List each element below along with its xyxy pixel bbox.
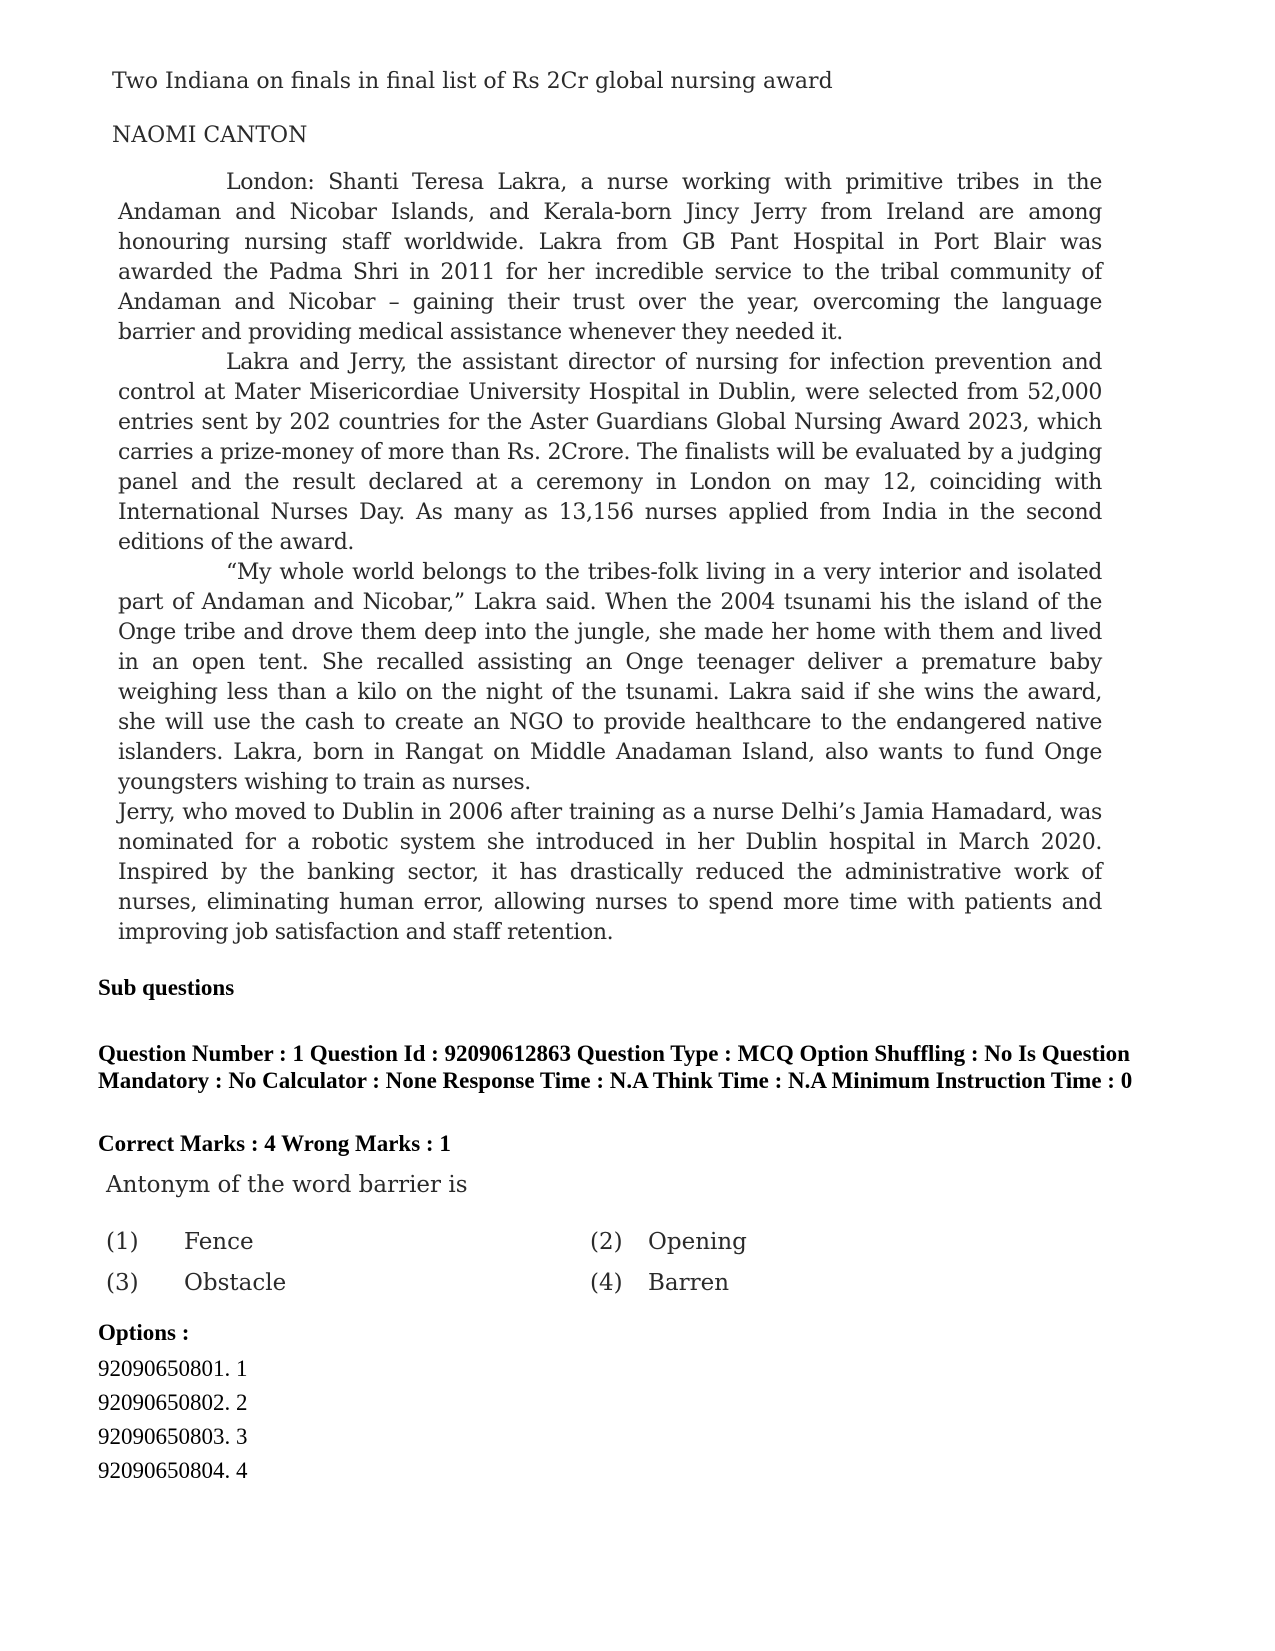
article-paragraph: Lakra and Jerry, the assistant director of nursing for infection prevention and control at Mater Misericordiae University Hospital in Dublin, were selected from 52,000 entries sent by 202 countries for the Aster Guardians Global Nursing Award 2023, which carries a prize-money of more than Rs. 2Crore. The finalists will be evaluated by a judging panel and the result declared at a ceremony in London on may 12, coinciding with International Nurses Day. As many as 13,156 nurses applied from India in the second editions of the award. (118, 350, 1102, 555)
sub-questions-heading: Sub questions (98, 975, 235, 1000)
article-paragraph: “My whole world belongs to the tribes-folk living in a very interior and isolated part of Andaman and Nicobar,” Lakra said. When the 2004 tsunami his the island of the Onge tribe and drove them deep into the jungle, she made her home with them and lived in an open tent. She recalled assisting an Onge teenager deliver a premature baby weighing less than a kilo on the night of the tsunami. Lakra said if she wins the award, she will use the cash to create an NGO to provide healthcare to the endangered native islanders. Lakra, born in Rangat on Middle Anadaman Island, also wants to fund Onge youngsters wishing to train as nurses. (118, 560, 1102, 795)
choice-number: (1) (106, 1229, 139, 1255)
choice-1 (106, 1225, 254, 1259)
article-paragraph: Jerry, who moved to Dublin in 2006 after training as a nurse Delhi’s Jamia Hamadard, was nominated for a robotic system she introduced in her Dublin hospital in March 2020. Inspired by the banking sector, it has drastically reduced the administrative work of nurses, eliminating human error, allowing nurses to spend more time with patients and improving job satisfaction and staff retention. (118, 800, 1102, 945)
question-stem: Antonym of the word barrier is (106, 1172, 468, 1198)
options-list (98, 1352, 248, 1488)
choice-number: (3) (106, 1270, 139, 1296)
article-title: Two Indiana on finals in final list of Rs 2Cr global nursing award (112, 69, 833, 94)
choice-3 (106, 1266, 286, 1300)
question-marks: Correct Marks : 4 Wrong Marks : 1 (98, 1131, 451, 1156)
article-author: NAOMI CANTON (112, 123, 308, 148)
choice-number: (4) (590, 1270, 623, 1296)
options-heading: Options : (98, 1320, 190, 1345)
passage (112, 66, 1102, 948)
choice-2 (590, 1225, 747, 1259)
question-info: Question Number : 1 Question Id : 92090612863 Question Type : MCQ Option Shuffling : No Is Question Mandatory : No Calculator : None Response Time : N.A Think Time : N.A Minimum Instruction Time : 0 (98, 1041, 1133, 1093)
choice-text: Barren (648, 1270, 730, 1296)
option-item: 92090650803. 3 (98, 1424, 248, 1449)
option-item: 92090650802. 2 (98, 1390, 248, 1415)
choice-text: Obstacle (184, 1270, 287, 1296)
choice-number: (2) (590, 1229, 623, 1255)
article-body (118, 168, 1102, 948)
choice-text: Fence (184, 1229, 254, 1255)
choice-text: Opening (648, 1229, 747, 1255)
option-item: 92090650801. 1 (98, 1356, 248, 1381)
article-paragraph: London: Shanti Teresa Lakra, a nurse working with primitive tribes in the Andaman and Nicobar Islands, and Kerala-born Jincy Jerry from Ireland are among honouring nursing staff worldwide. Lakra from GB Pant Hospital in Port Blair was awarded the Padma Shri in 2011 for her incredible service to the tribal community of Andaman and Nicobar – gaining their trust over the year, overcoming the language barrier and providing medical assistance whenever they needed it. (118, 170, 1102, 345)
option-item: 92090650804. 4 (98, 1458, 248, 1483)
choice-4 (590, 1266, 729, 1300)
